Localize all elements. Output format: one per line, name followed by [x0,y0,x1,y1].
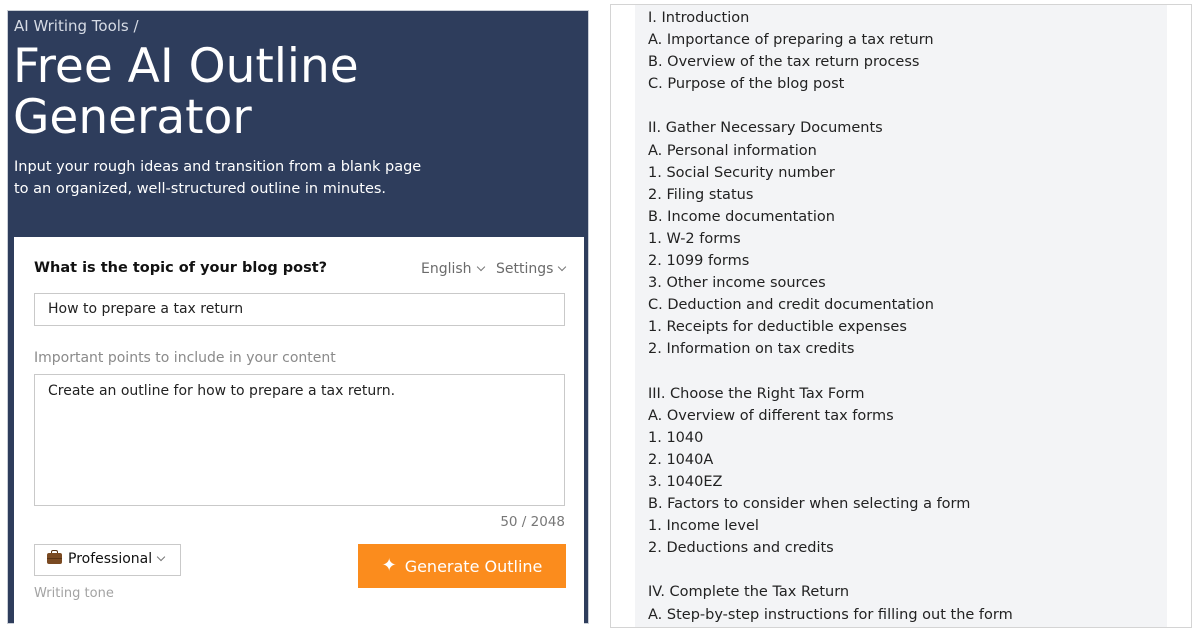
generate-outline-button[interactable] [358,544,566,588]
sparkle-icon: ✦ [381,555,397,576]
outline-line: 2. 1099 forms [648,253,750,270]
outline-line: 1. 1040 [648,429,704,446]
tone-select[interactable] [34,544,181,576]
outline-line: 1. Income level [648,518,759,535]
outline-line: 3. Other income sources [648,275,826,292]
outline-list [648,7,1013,626]
topic-input[interactable]: How to prepare a tax return [34,293,565,326]
char-count: 50 / 2048 [500,514,565,530]
outline-line: I. Introduction [648,10,750,26]
outline-line [648,361,1013,383]
outline-line [648,559,1013,581]
topic-question: What is the topic of your blog post? [34,260,328,276]
outline-line: C. Deduction and credit documentation [648,297,934,314]
chevron-down-icon [558,263,566,271]
breadcrumb[interactable]: AI Writing Tools / [14,17,139,35]
chevron-down-icon [157,553,165,561]
outline-line: C. Purpose of the blog post [648,76,845,93]
outline-line: 2. Deductions and credits [648,540,834,557]
outline-panel[interactable] [610,4,1192,628]
language-select[interactable] [421,261,484,277]
page-title: Free AI Outline Generator [13,39,359,145]
language-label: English [421,261,472,277]
outline-form [14,237,584,625]
outline-line: B. Overview of the tax return process [648,54,920,71]
chevron-down-icon [476,263,484,271]
outline-line: 3. 1040EZ [648,473,723,490]
outline-line: 1. W-2 forms [648,230,741,247]
briefcase-icon [47,553,62,564]
settings-label: Settings [496,261,554,277]
settings-select[interactable] [496,261,565,277]
generator-panel [7,10,589,624]
outline-content [635,5,1167,628]
outline-line: IV. Complete the Tax Return [648,584,850,601]
outline-line: A. Overview of different tax forms [648,407,894,424]
outline-line: A. Step-by-step instructions for filling out the form [648,606,1013,623]
points-textarea[interactable]: Create an outline for how to prepare a tax return. [34,374,565,506]
outline-line: 2. Information on tax credits [648,341,855,358]
outline-line: B. Factors to consider when selecting a form [648,496,971,513]
outline-line: 1. Receipts for deductible expenses [648,319,907,336]
tone-label: Writing tone [34,586,114,601]
outline-line: III. Choose the Right Tax Form [648,385,865,402]
outline-line: A. Importance of preparing a tax return [648,32,934,49]
outline-line: II. Gather Necessary Documents [648,120,883,137]
points-label: Important points to include in your content [34,350,336,366]
outline-line: 1. Social Security number [648,164,835,181]
outline-line [648,95,1013,117]
generate-button-label: Generate Outline [404,556,543,576]
outline-line: A. Personal information [648,142,817,159]
outline-line: 2. 1040A [648,451,714,468]
outline-line: 2. Filing status [648,186,754,203]
tone-value: Professional [68,551,153,567]
page-subtitle: Input your rough ideas and transition from a blank page to an organized, well-structured outline in minutes. [14,159,422,197]
outline-line: B. Income documentation [648,208,835,225]
